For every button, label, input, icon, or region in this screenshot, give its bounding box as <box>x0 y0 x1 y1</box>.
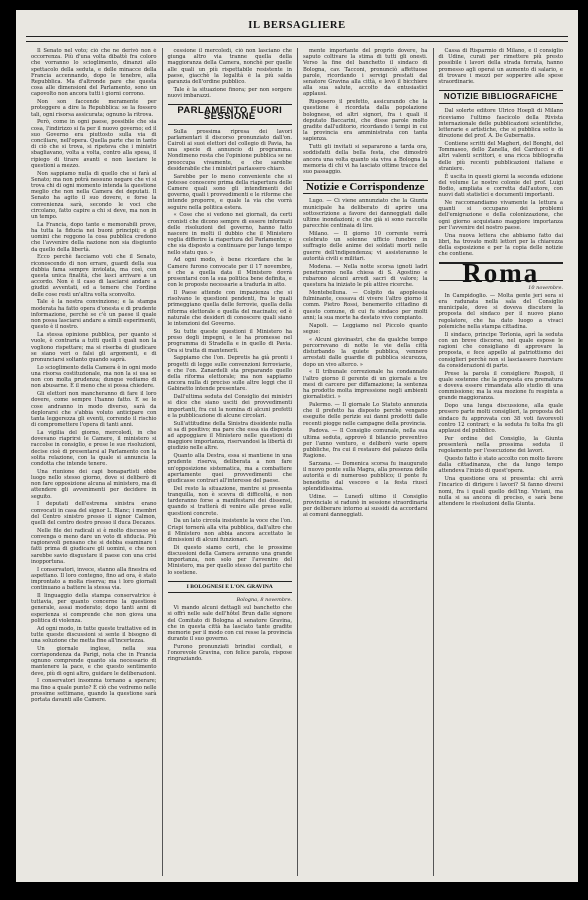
article-paragraph: Modena. — Nella notte scorsa ignoti ladri penetrarono nella chiesa di S. Agostino e rubarono alcuni arredi sacri di valore; la questura ha iniziato le più attive ricerche. <box>303 263 428 289</box>
section-heading-bibliografiche: NOTIZIE BIBLIOGRAFICHE <box>439 90 564 104</box>
article-paragraph: Sarebbe per lo meno conveniente che si potesse conoscere prima della riapertura delle Camere quali sono gli intendimenti del governo, quali i provvedimenti e le riforme che intende proporre, e quale la via che vorrà seguire nella politica estera. <box>167 173 292 211</box>
article-paragraph: Milano. — Il giorno 10 corrente verrà celebrato un solenne ufficio funebre in suffragio delle anime dei soldati morti nelle guerre dell'indipendenza; vi assisteranno le autorità civili e militari. <box>303 231 428 262</box>
dateline-bologna: Bologna, 8 novembre. <box>236 596 292 603</box>
article-paragraph: Cassa di Risparmio di Milano, e il consiglio di Udine, curati per rimettere più presto possibile i lavori della strada ferrata, hanno promesso agli operai un aumento di salario, e di trovare i mezzi per sopperire alle spese straordinarie. <box>438 48 563 86</box>
article-paragraph: Questo fatto è stato accolto con molto favore dalla cittadinanza, che da lungo tempo attendeva l'inizio di quest'opera. <box>438 455 563 475</box>
article-paragraph: Il Paese attende con impazienza che si risolvano le questioni pendenti, fra le quali primeggiano quella delle ferrovie, quella della riforma elettorale e quella del macinato; ed è naturale che desideri di conoscere quali siano le intenzioni del Governo. <box>167 290 292 328</box>
article-paragraph: Una riunione dei capi bonapartisti ebbe luogo nello stesso giorno, dove si deliberò di non fare opposizione alcuna al ministero, ma di attendere gli avvenimenti per decidere in seguito. <box>31 468 157 500</box>
article-paragraph: Udine. — Lunedì ultimo il Consiglio provinciale si radunò in sessione straordinaria per deliberare intorno ai sussidi da accordarsi ai comuni danneggiati. <box>303 493 428 519</box>
column-3-intro <box>303 48 428 175</box>
column-4-intro <box>439 48 564 85</box>
column-2 <box>162 48 298 876</box>
article-paragraph: Non sappiamo nulla di quello che si farà al Senato; ma non potrà nessuno negare che vi si trova chi di ogni momento intenda la questione meglio che non nella Camera dei deputati. Il Senato ha agito il suo dovere, e forse la convenienza sarà, secondo le voci che circolano, fatto capire a chi si deve, ma non in un tempo. <box>31 170 157 221</box>
article-paragraph: Palermo. — Il giornale Lo Statuto annunzia che il prefetto ha disposto perchè vengano eseguite delle perizie sui danni prodotti dalle recenti piogge nelle campagne della provincia. <box>303 401 428 427</box>
article-paragraph: Padova. — Il Consiglio comunale, nella sua ultima seduta, approvò il bilancio preventivo per l'anno venturo, e deliberò varie opere pubbliche, fra cui il restauro del palazzo della Ragione. <box>303 428 428 460</box>
article-paragraph: Ad ogni modo, è bene ricordare che le Camere furono convocate per il 17 novembre, e che a quella data il Ministero dovrà presentarsi con la sua politica bene definita, e con le proposte necessarie a tradurla in atto. <box>167 257 292 289</box>
article-paragraph: Sappiamo che l'on. Depretis ha già pronti i progetti di legge sulle convenzioni ferroviarie, e che l'on. Zanardelli sta preparando quello della riforma elettorale; ma non sappiamo ancora nulla di preciso sulle altre leggi che il Gabinetto intende presentare. <box>167 355 292 393</box>
article-paragraph: Tale è la nostra convinzione; e la stampa moderata ha fatto opera d'onesta e di prudente informazione, perchè se c'è un paese il quale non possa lasciarsi andare a simili esperimenti, questo è il nostro. <box>31 299 157 331</box>
article-paragraph: « Alcuni giovinastri, che da qualche tempo percorrevano di notte le vie della città disturbando la quiete pubblica, vennero arrestati dalle guardie di pubblica sicurezza, dopo un vivo alterco. » <box>303 336 428 368</box>
article-paragraph: Una nuova lettera che abbiamo fatto dai libri, ha trovato molti lettori per la chiarezza della esposizione e per la copia delle notizie che contiene. <box>438 232 563 258</box>
article-paragraph: Per ordine del Consiglio, la Giunta presenterà nella prossima seduta il regolamento per l'esecuzione dei lavori. <box>438 435 563 455</box>
article-paragraph: Tale è la situazione finora; per non sorgere nuovi imbarazzi. <box>167 86 292 100</box>
text-columns <box>26 48 568 876</box>
article-paragraph: Lugo. — Ci viene annunziato che la Giunta municipale ha deliberato di aprire una sottoscrizione a favore dei danneggiati dalle ultime inondazioni; e che già si sono raccolte parecchie centinaia di lire. <box>303 198 428 230</box>
dateline-roma: 10 novembre. <box>528 284 563 291</box>
article-paragraph: Lo scioglimento della Camera è in ogni modo una risorsa costituzionale, ma non la si usa se non con molta prudenza; dunque vediamo di non abusarne. È il meno che si possa chiedere. <box>31 364 157 390</box>
column-2-body-2 <box>168 605 293 662</box>
article-paragraph: Vi mando alcuni dettagli sul banchetto che si offrì nelle sale dell'hôtel Brun dalle signore del Comitato di Bologna al senatore Gravina, che in questa città ha lasciato tante gradite memorie per il modo con cui resse la provincia durante il suo governo. <box>167 605 292 643</box>
article-paragraph: Nelle file dei radicali si è molto discusso se convenga o meno dare un voto di sfiducia. Più ragionevoli pensano che si debba esaminare i fatti prima di giudicare gli uomini, e che non sarebbe savio disgustare il paese con una crisi inopportuna. <box>31 527 157 565</box>
article-paragraph: Da un lato circola insistente la voce che l'on. Crispi tornerà alla vita pubblica, dall'altro che il Ministero non abbia ancora accettato le dimissioni di alcuni funzionari. <box>167 518 292 543</box>
article-paragraph: Su tutte queste questioni il Ministero ha preso degli impegni, e le ha promesse nel programma di Stradella e in quello di Pavia. Ora si tratta di mantenerli. <box>167 328 292 354</box>
article-paragraph: Sull'attitudine della Sinistra dissidente nulla si sa di positivo; ma pare che essa sia disposta ad appoggiare il Ministero nelle questioni di maggiore importanza, riservandosi la libertà di giudizio nelle altre. <box>167 420 292 452</box>
article-paragraph: Del resto la situazione, mentre si presenta tranquilla, non è scevra di difficoltà, e non tarderanno forse a manifestarsi dei dissensi, quando si tratterà di venire alle prese sulle questioni concrete. <box>167 485 292 517</box>
article-paragraph: Prese la parola il consigliere Ruspoli, il quale sostenne che la proposta era prematura e doveva essere rimandata allo studio di una commissione; ma la sua mozione fu respinta a grande maggioranza. <box>438 370 563 402</box>
article-paragraph: Risposero il prefetto, assicurando che la questione è ricordata dalla popolazione bolognese, ed altri signori, fra i quali il deputato Baccarini, che disse parole molto gradite dall'uditorio, ricordando i tempi in cui la provincia era amministrata con tanta sapienza. <box>303 99 428 143</box>
article-paragraph: Ad ogni modo, in tutte queste trattative ed in tutte queste discussioni si sente il bisogno di una soluzione che metta fine all'incertezza. <box>31 625 157 644</box>
article-paragraph: Sulla prossima ripresa dei lavori parlamentari il discorso pronunziato dall'on. Cairoli ai suoi elettori del collegio di Pavia, ha una specie di annuncio di programma. Nondimeno resta che l'opinione pubblica se ne preoccupa vivamente, e che sarebbe desiderabile che i ministri parlassero chiaro. <box>167 128 292 172</box>
section-heading-bolognesi: I BOLOGNESI E L'ON. GRAVINA <box>168 581 293 593</box>
article-paragraph: I conservatori insomma tornano a sperare; ma fino a quale punto? È ciò che vedremo nelle prossime settimane, quando la questione sarà portata davanti alle Camere. <box>31 678 157 703</box>
newspaper-page <box>16 10 578 882</box>
article-paragraph: I conservatori, invece, stanno alla finestra ed aspettano. Il loro contegno, fino ad ora, è stato improntato a molta riserva; ma i loro giornali continuano a battere la stessa via. <box>31 566 157 592</box>
article-paragraph: Tutti gli invitati si separarono a tarda ora, soddisfatti della bella festa, che dimostrò ancora una volta quanto sia viva a Bologna la memoria di chi vi ha lasciato ottime tracce del suo passaggio. <box>303 144 428 176</box>
article-paragraph: Un giornale inglese, nella sua corrispondenza da Parigi, nota che in Francia ognuno comprende quanto sia necessario di mantenere la pace, e che questo sentimento deve, più di ogni altro, guidare le deliberazioni. <box>31 645 157 677</box>
running-header <box>16 10 578 44</box>
section-heading-roma: Roma <box>439 262 564 280</box>
article-paragraph: In Campidoglio. — Molta gente jeri sera si era radunata nella sala del Consiglio municipale, dove si doveva discutere la proposta del sindaco per il nuovo piano regolatore, che ha dato luogo a vivaci polemiche nella stampa cittadina. <box>438 292 563 330</box>
article-paragraph: Ecco perchè facciamo voti che il Senato, riconoscendo di non errare, guardi della sua dubbia fama sempre inviolata, ma così, con questa unica finalità, che lasci arrivare a un accordo. Non è il caso di lasciarsi andare a giudizi avventati, ed a temere che l'ordine delle cose resti un'altra volta sconvolto. <box>31 254 157 298</box>
article-paragraph: « Cose che si vedono nei giornali, da certi cronisti che dicono sempre di essere informati delle risoluzioni del governo, hanno fatto nascere in molti il dubbio che il Ministero voglia differire la riapertura del Parlamento; e che sia disposto a continuare per lungo tempo nello statu quo. » <box>167 212 292 256</box>
article-paragraph: cessione il mercoledì, ciò non lasciano che giunga altro via tranne quella della maggioranza della Camera, nonchè per quelle alle quali un più rispettabile resistente in paese, giacchè la legalità è la più salda garanzia dell'ordine pubblico. <box>167 48 292 86</box>
article-paragraph: Napoli. — Leggiamo nel Piccolo quanto segue: <box>303 322 428 335</box>
article-paragraph: Dopo una lunga discussione, alla quale presero parte molti consiglieri, la proposta del sindaco fu approvata con 38 voti favorevoli contro 12 contrari; e la seduta fu tolta fra gli applausi del pubblico. <box>438 403 563 434</box>
article-paragraph: Contiene scritti del Magheri, del Bonghi, del Tommaseo, dello Zanella, del Carducci e di altri valenti scrittori, e una ricca bibliografia delle più recenti pubblicazioni italiane e straniere. <box>438 141 563 172</box>
section-heading-notizie: Notizie e Corrispondenze <box>303 180 428 194</box>
article-paragraph: Gli elettori non mancheranno di fare il loro dovere, come sempre l'hanno fatto. E se le cose andranno in modo diverso, sarà da deplorarsi che s'abbia voluto anticipare con tanta leggerezza gli eventi, correndo il rischio di compromettere l'opera di tanti anni. <box>31 391 157 429</box>
article-paragraph: Montebelluna. — Colpito da apoplessia fulminante, cessava di vivere l'altro giorno il comm. Pietro Rossi, benemerito cittadino di questo comune, di cui fu sindaco per molti anni; la sua morte ha destato vivo compianto. <box>303 290 428 321</box>
article-paragraph: Non son faccende meramente per proteggere a dire la Repubblica: se la fossero tali, ogni risorsa assicurata; ognuno la ritrova. <box>31 99 157 118</box>
article-paragraph: Dall'ultima seduta del Consiglio dei ministri si dice che siano usciti dei provvedimenti importanti, fra cui la nomina di alcuni prefetti e la pubblicazione di alcune circolari. <box>167 394 292 419</box>
article-paragraph: Il linguaggio della stampa conservatrice è tuttavia, per quanto concerne la questione generale, assai moderato; dopo tanti anni di esperienza si comprende che non giova una politica di violenza. <box>31 592 157 624</box>
section-heading-parlamento: PARLAMENTO FUORI SESSIONE <box>168 104 293 124</box>
header-rule <box>26 36 568 37</box>
article-paragraph: Ne raccomandiamo vivamente la lettura a quanti si occupano dei problemi dell'emigrazione e della colonizzazione, che ogni giorno acquistano maggiore importanza per l'avvenire del nostro paese. <box>438 200 563 231</box>
article-paragraph: La stessa opinione pubblica, per quanto si vuole, è contraria a tutti quelli i quali non la vogliono rispettare; ma si riserba di giudicare se siano veri o falsi gli argomenti, e di pronunciarsi soltanto quando saprà. <box>31 332 157 363</box>
article-paragraph: È uscita in questi giorni la seconda edizione del volume Le nostre colonie del prof. Luigi Bodio, ampliata e corretta dall'autore, con nuovi dati statistici e documenti importanti. <box>438 173 563 199</box>
article-paragraph: Il Senato nel voto; ciò che ne derivò non è occorrenza. Più d'una volta dibattè fra coloro che vorranno lo scioglimento, dinanzi allo spettacolo della seduta, e delle minacce della Francia accennando, dopo le tenebre, alla Repubblica. Ma d'altronde pare che questa cosa alle dimensioni del Parlamento, sono un capovolto non ancora tutti i giorni corrono. <box>31 48 157 98</box>
article-paragraph: La vigilia del giorno, mercoledì, in che dovevano riaprirsi le Camere, il ministero si raccolse in consiglio, e prese le sue risoluzioni, decise cioè di presentarsi al Parlamento con la solita relazione, con la quale si annuncia la condotta che intende tenere. <box>31 429 157 467</box>
column-3-body <box>303 198 428 518</box>
article-paragraph: Furono pronunziati brindisi cordiali, e l'onorevole Gravina, con felice parola, rispose ringraziando. <box>167 643 292 663</box>
column-4-body-2 <box>439 293 564 507</box>
article-paragraph: « Il tribunale correzionale ha condannato l'altro giorno il gerente di un giornale a tre mesi di carcere per diffamazione; la sentenza ha prodotto molta impressione negli ambienti giornalistici. » <box>303 369 428 401</box>
article-paragraph: Il sindaco, principe Torlonia, aprì la seduta con un breve discorso, nel quale espose le ragioni che consigliano di approvare la proposta, e fece appello al patriottismo dei consiglieri perchè non si lasciassero fuorviare da considerazioni di parte. <box>438 331 563 369</box>
column-2-body <box>168 129 293 576</box>
column-3 <box>297 48 433 876</box>
header-rule <box>26 41 568 42</box>
article-paragraph: Sarzana. — Domenica scorsa fu inaugurato il nuovo ponte sulla Magra, alla presenza delle autorità e di numeroso pubblico; il ponte fu benedetto dal vescovo e la festa riuscì splendidissima. <box>303 460 428 492</box>
column-2-intro <box>168 48 293 99</box>
article-paragraph: La Francia, dopo tante e memorabili prove, ha tutta la fiducia nei buoni principii; e gli uomini che reggono la cosa pubblica credono che l'avvenire della nazione non sia disgiunto da quello della libertà. <box>31 221 157 253</box>
article-paragraph: Dal solerte editore Ulrico Hoepli di Milano riceviamo l'ultimo fascicolo della Rivista internazionale delle pubblicazioni scientifiche, letterarie e artistiche, che si pubblica sotto la direzione del prof. A. De Gubernatis. <box>438 108 563 140</box>
article-paragraph: I deputati dell'estrema sinistra erano convocati in casa del signor L. Blanc; i membri del Centro sinistro presso il signor Calmon, quelli del centro destro presso il duca Decazes. <box>31 501 157 526</box>
article-paragraph: mente importante del proprio dovere, ha saputo coltivare la stima di tutti gli onesti. Verso la fine del banchetto il sindaco di Bologna, cav. Tacconi, pronunciò affettuose parole, ricordando i servigi prestati dal senatore Gravina alla città, e levò il bicchiere alla sua salute, accolto da entusiastici applausi. <box>303 48 428 98</box>
newspaper-title: IL BERSAGLIERE <box>248 19 346 31</box>
column-4-body <box>439 108 564 257</box>
article-paragraph: Di questo siamo certi, che le prossime discussioni della Camera avranno una grande importanza, non solo per l'avvenire del Ministero, ma per quello stesso del partito che lo sostiene. <box>167 544 292 576</box>
column-1 <box>26 48 162 876</box>
article-paragraph: Quanto alla Destra, essa si mantiene in una prudente riserva, deliberata a non fare un'opposizione sistematica, ma a combattere apertamente quei provvedimenti che giudicasse contrari all'interesse del paese. <box>167 453 292 484</box>
column-4 <box>433 48 569 876</box>
article-paragraph: Una questione ora si presenta: chi avrà l'incarico di dirigere i lavori? Si fanno diversi nomi, fra i quali quello dell'ing. Viviani, ma nulla si sa ancora di preciso, e sarà bene attendere le risoluzioni della Giunta. <box>438 476 563 507</box>
article-paragraph: Però, come in ogni paese, possibile che sia cosa, l'indirizzo si fa per il nuovo governo; ed il suo Governo era piuttosto sulla via di conciliare, nell'opera. Quella parte che in tanto di ciò che si trova, si ripeteva che i ministri sbagliavano, volta a volta, contro alla spesa, il ripiego di tirare avanti e non lasciare le questioni a mezzo. <box>31 119 157 169</box>
